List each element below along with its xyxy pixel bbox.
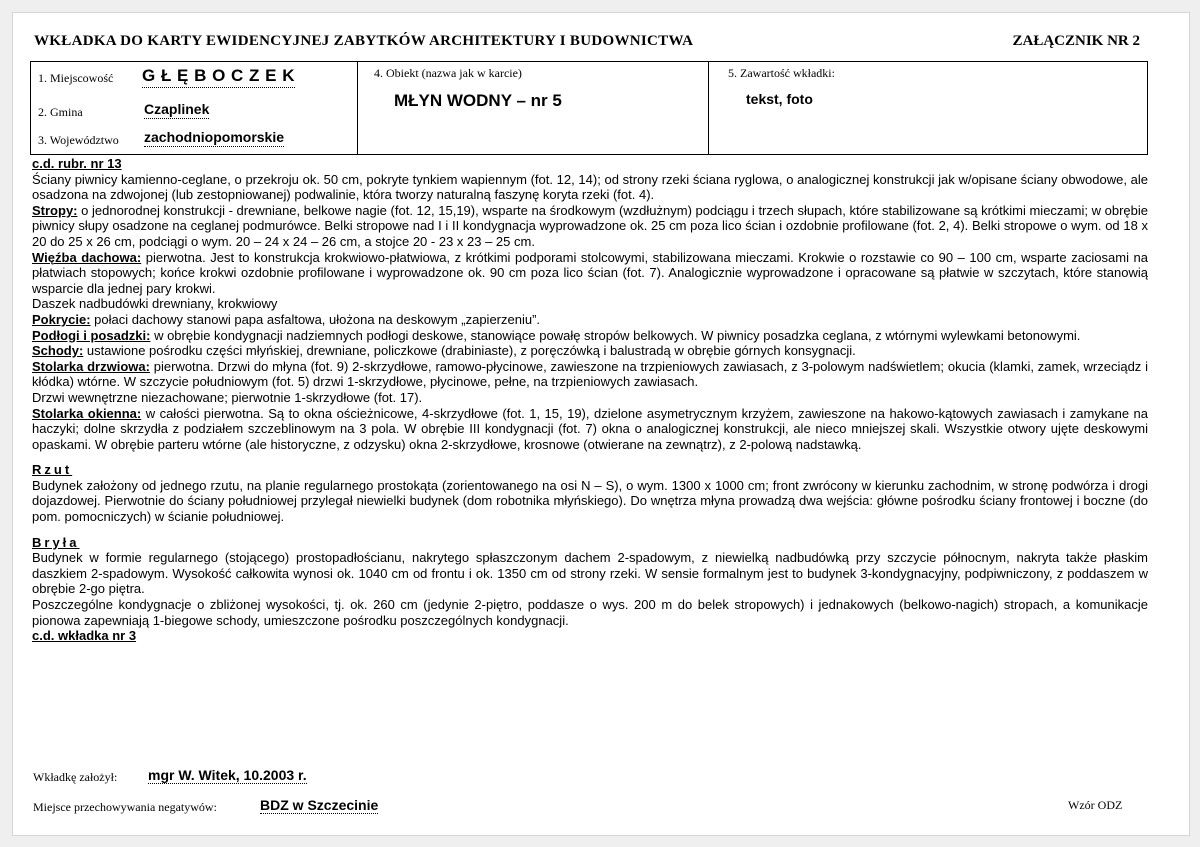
roof-truss-paragraph: [32, 250, 1148, 297]
voivodeship-label: 3. Województwo: [38, 133, 119, 147]
roof-truss-text: pierwotna. Jest to konstrukcja krokwiowo-płatwiowa, z krótkimi podporami stolcowymi, stabilizowana mieczami. Krokwie o rozstawie co 90 – 100 cm, wsparte zaciosami na płatwiach stopowych; końce krokwi ozdobnie profilowane i wyprowadzone ok. 90 cm poza lico ścian (fot. 7). Analogicznie wyprowadzone i opracowane są płatwie w szczytach, które stanowią wsparcie dla jednej pary krokwi.: [32, 249, 1148, 296]
windows-paragraph: [32, 406, 1148, 453]
mass-paragraph-2: Poszczególne kondygnacje o zbliżonej wysokości, tj. ok. 260 cm (jedynie 2-piętro, poddasze o wys. 200 m do belek stropowych) i jednakowych (belkowo-nagich) stropach, a komunikacje pionowa zapewniają 1-biegowe schody, umieszczone pośrodku poszczególnych kondygnacji.: [32, 597, 1148, 628]
header-divider-1: [357, 61, 358, 155]
windows-heading: Stolarka okienna:: [32, 405, 142, 421]
continuation-heading: c.d. rubr. nr 13: [32, 156, 122, 171]
contents-label: 5. Zawartość wkładki:: [728, 66, 835, 80]
commune-label: 2. Gmina: [38, 105, 83, 119]
description-body: [32, 156, 1148, 644]
voivodeship-value: zachodniopomorskie: [144, 129, 285, 145]
attachment-label: ZAŁĄCZNIK NR 2: [1012, 33, 1140, 49]
walls-paragraph: Ściany piwnicy kamienno-ceglane, o przekroju ok. 50 cm, pokryte tynkiem wapiennym (fot. 12, 14); od strony rzeki ściana ryglowa, o analogicznej konstrukcji jak w/opisane ściany obwodowe, ale osadzona na zdwojonej (lub zestopniowanej) podwalinie, która tworzy naturalną faszynę koryta rzeki (fot. 4).: [32, 171, 1148, 203]
header-box-right: [1147, 61, 1148, 155]
contents-value: tekst, foto: [746, 91, 813, 107]
mass-heading: Bryła: [32, 534, 80, 550]
header-divider-2: [708, 61, 709, 155]
plan-heading: Rzut: [32, 462, 73, 478]
object-value: MŁYN WODNY – nr 5: [394, 91, 562, 110]
floors-heading: Podłogi i posadzki:: [32, 327, 151, 343]
roofing-text: połaci dachowy stanowi papa asfaltowa, ułożona na deskowym „zapierzeniu”.: [90, 311, 541, 327]
doors-paragraph: [32, 359, 1148, 390]
doors-heading: Stolarka drzwiowa:: [32, 358, 150, 374]
storage-label: Miejsce przechowywania negatywów:: [33, 800, 217, 814]
header-box-left: [30, 61, 31, 155]
header-box-bottom: [30, 154, 1148, 155]
roofing-paragraph: [32, 312, 1148, 328]
locality-value: G Ł Ę B O C Z E K: [142, 66, 295, 88]
ceilings-text: o jednorodnej konstrukcji - drewniane, belkowe nagie (fot. 12, 15,19), wsparte na środkowym (wzdłużnym) podciągu i trzech słupach, które stabilizowane są krótkimi mieczami; w obrębie piwnicy słupy osadzone na ceglanej podmurówce. Belki stropowe nad I i II kondygnacja wyprowadzone ok. 25 cm poza lico ścian i ozdobnie profilowane (fot. 2, 4). Belki stropowe o wym. od 18 x 20 do 25 x 26 cm, podciągi o wym. 20 – 24 x 24 – 26 cm, a stojce 20 - 23 x 23 – 25 cm.: [32, 202, 1148, 249]
storage-value: BDZ w Szczecinie: [260, 797, 379, 813]
roof-extension-paragraph: Daszek nadbudówki drewniany, krokwiowy: [32, 296, 278, 312]
stairs-paragraph: [32, 343, 1148, 359]
author-label: Wkładkę założył:: [33, 770, 118, 784]
windows-text: w całości pierwotna. Są to okna ościeżnicowe, 4-skrzydłowe (fot. 1, 15, 19), dzielone asymetrycznym krzyżem, zawieszone na hakowo-kątowych zawiasach i zamykane na haczyki; dolne skrzydła z podziałem szczeblinowym na 3 pola. W obrębie III kondygnacji (fot. 7) okna o analogicznej konstrukcji, ale nieco mniejszej skali. Wszystkie otwory ujęte deskowymi opaskami. W obrębie parteru wtórne (ale historyczne, z odzysku) okna 2-skrzydłowe, krosnowe (otwierane na zewnątrz), z 2-polową nadstawką.: [32, 405, 1148, 452]
plan-paragraph: Budynek założony od jednego rzutu, na planie regularnego prostokąta (zorientowanego na osi N – S), o wym. 1300 x 1000 cm; front zwrócony w kierunku zachodnim, w stronę podwórza i drogi dojazdowej. Pierwotnie do ściany południowej przylegał niewielki budynek (dom robotnika młyńskiego). Do wnętrza młyna prowadzą dwa wejścia: główne pośrodku ściany frontowej i boczne (do pom. pomocniczych) w ścianie południowej.: [32, 477, 1148, 525]
inner-doors-paragraph: Drzwi wewnętrzne niezachowane; pierwotnie 1-skrzydłowe (fot. 17).: [32, 389, 423, 405]
stairs-heading: Schody:: [32, 343, 84, 359]
mass-paragraph: Budynek w formie regularnego (stojącego) prostopadłościanu, nakrytego spłaszczonym dachem 2-spadowym, z niewielką nadbudówką przy szczycie północnym, nakryta także płaskim daszkiem 2-spadowym. Wysokość całkowita wynosi ok. 1040 cm od frontu i ok. 1350 cm od strony rzeki. W sensie formalnym jest to budynek 3-kondygnacyjny, podpiwniczony, z poddaszem w obrębie 2-go piętra.: [32, 550, 1148, 597]
roofing-heading: Pokrycie:: [32, 311, 91, 327]
stairs-text: ustawione pośrodku części młyńskiej, drewniane, policzkowe (drabiniaste), z poręczówką i balustradą w obrębie górnych konsygnacji.: [83, 343, 856, 359]
doors-text: pierwotna. Drzwi do młyna (fot. 9) 2-skrzydłowe, ramowo-płycinowe, zawieszone na trzpieniowych zawiasach, z 3-polowym nadświetlem; okucia (klamki, zamek, wrzeciądz i kłódka) wtórne. W szczycie południowym (fot. 5) drzwi 1-skrzydłowe, płycinowe, pełne, na trzpieniowych zawiasach.: [32, 358, 1149, 390]
author-value: mgr W. Witek, 10.2003 r.: [148, 767, 307, 783]
floors-text: w obrębie kondygnacji nadziemnych podłogi deskowe, stanowiące powałę stropów belkowych. W piwnicy posadzka ceglana, z wtórnymi wylewkami betonowymi.: [150, 327, 1081, 343]
continuation-insert: c.d. wkładka nr 3: [32, 628, 137, 644]
form-label: Wzór ODZ: [1068, 798, 1123, 812]
ceilings-heading: Stropy:: [32, 202, 78, 218]
roof-truss-heading: Więźba dachowa:: [32, 249, 142, 265]
header-box-top: [30, 61, 1148, 62]
object-label: 4. Obiekt (nazwa jak w karcie): [374, 66, 522, 80]
locality-label: 1. Miejscowość: [38, 71, 114, 85]
floors-paragraph: [32, 328, 1148, 344]
ceilings-paragraph: [32, 203, 1148, 250]
document-title: WKŁADKA DO KARTY EWIDENCYJNEJ ZABYTKÓW ARCHITEKTURY I BUDOWNICTWA: [34, 33, 694, 49]
commune-value: Czaplinek: [144, 101, 210, 117]
